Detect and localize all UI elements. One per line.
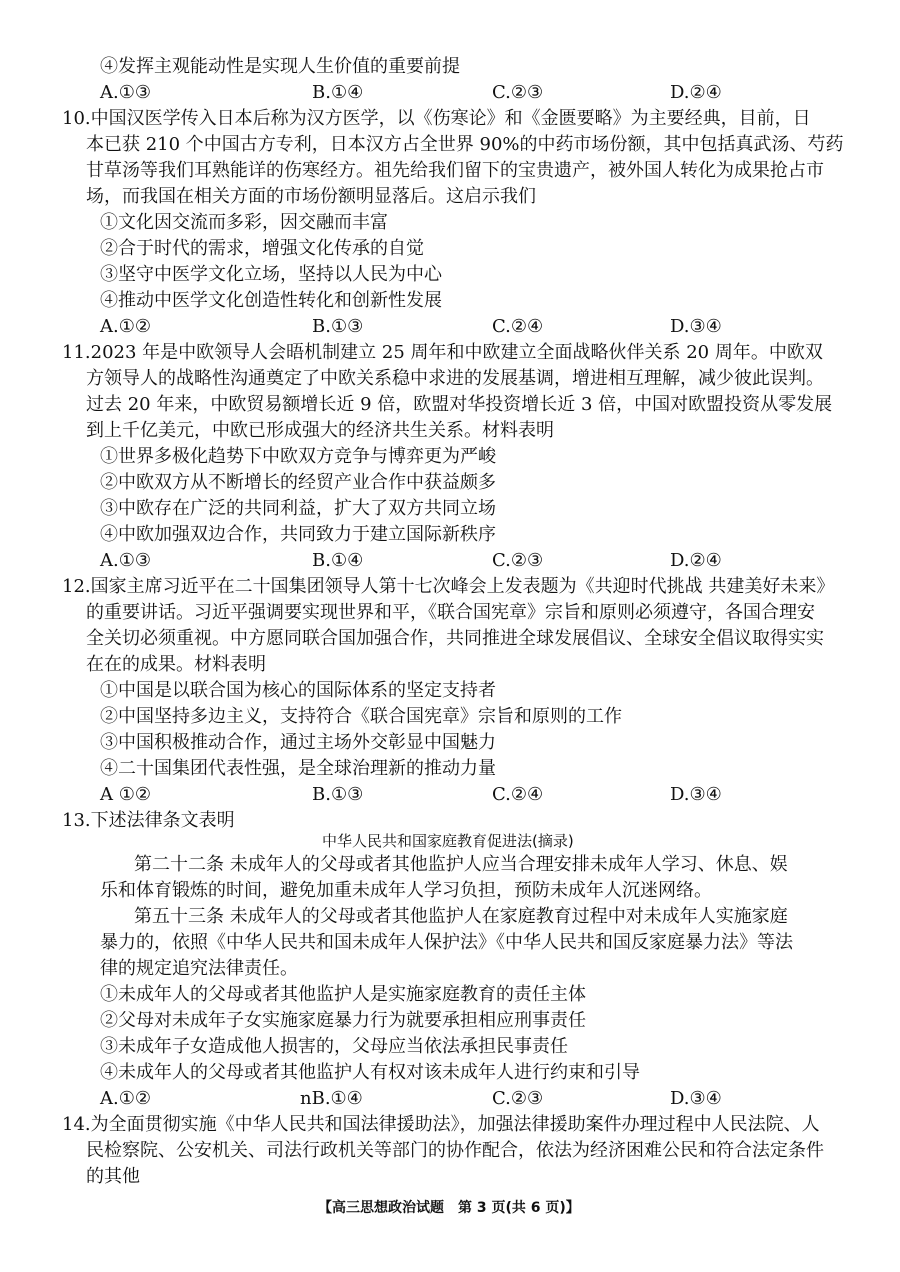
question-stem-line: 的重要讲话。习近平强调要实现世界和平，《联合国宪章》宗旨和原则必须遵守，各国合理安: [86, 602, 815, 623]
question-stem-line: 甘草汤等我们耳熟能详的伤寒经方。祖先给我们留下的宝贵遗产，被外国人转化为成果抢占市: [86, 160, 824, 181]
option-a: A.①②: [100, 1088, 151, 1109]
question-stem-line: 到上千亿美元，中欧已形成强大的经济共生关系。材料表明: [86, 420, 554, 441]
statement-item: ①未成年人的父母或者其他监护人是实施家庭教育的责任主体: [100, 984, 586, 1005]
statement-item: ②合于时代的需求，增强文化传承的自觉: [100, 238, 424, 259]
option-a: A.①③: [100, 550, 151, 571]
statement-item: ②中国坚持多边主义，支持符合《联合国宪章》宗旨和原则的工作: [100, 706, 622, 727]
option-c: C.②④: [492, 316, 544, 337]
law-text-line: 乐和体育锻炼的时间，避免加重未成年人学习负担，预防未成年人沉迷网络。: [100, 880, 712, 901]
question-stem-line: 方领导人的战略性沟通奠定了中欧关系稳中求进的发展基调，增进相互理解，减少彼此误判。: [86, 368, 824, 389]
question-stem-line: 本已获 210 个中国古方专利，日本汉方占全世界 90%的中药市场份额，其中包括真武汤、芍药: [86, 134, 844, 155]
law-text-line: 第五十三条 未成年人的父母或者其他监护人在家庭教育过程中对未成年人实施家庭: [134, 906, 788, 927]
question-stem-line: 在在的成果。材料表明: [86, 654, 266, 675]
option-b: B.①③: [312, 784, 364, 805]
option-d: D.②④: [670, 82, 722, 103]
option-b: B.①④: [312, 550, 364, 571]
option-c: C.②③: [492, 1088, 544, 1109]
statement-item: ①世界多极化趋势下中欧双方竞争与博弈更为严峻: [100, 446, 496, 467]
option-d: D.②④: [670, 550, 722, 571]
statement-item: ④推动中医学文化创造性转化和创新性发展: [100, 290, 442, 311]
question-stem-line: 民检察院、公安机关、司法行政机关等部门的协作配合，依法为经济困难公民和符合法定条件: [86, 1140, 824, 1161]
question-stem-line: 12.国家主席习近平在二十国集团领导人第十七次峰会上发表题为《共迎时代挑战 共建美好未来》: [62, 576, 835, 597]
law-text-line: 暴力的，依照《中华人民共和国未成年人保护法》《中华人民共和国反家庭暴力法》等法: [100, 932, 793, 953]
option-a: A.①②: [100, 316, 151, 337]
question-stem-line: 10.中国汉医学传入日本后称为汉方医学，以《伤寒论》和《金匮要略》为主要经典，目前，日: [62, 108, 811, 129]
option-b: B.①④: [312, 82, 364, 103]
question-stem-line: 13.下述法律条文表明: [62, 810, 235, 831]
option-d: D.③④: [670, 784, 722, 805]
option-c: C.②③: [492, 82, 544, 103]
statement-item: ①中国是以联合国为核心的国际体系的坚定支持者: [100, 680, 496, 701]
statement-item: ①文化因交流而多彩，因交融而丰富: [100, 212, 388, 233]
statement-item: ④未成年人的父母或者其他监护人有权对该未成年人进行约束和引导: [100, 1062, 640, 1083]
question-stem-line: 的其他: [86, 1166, 140, 1187]
statement-item: ④中欧加强双边合作，共同致力于建立国际新秩序: [100, 524, 496, 545]
statement-item: ③中国积极推动合作，通过主场外交彰显中国魅力: [100, 732, 496, 753]
statement-item: ②中欧双方从不断增长的经贸产业合作中获益颇多: [100, 472, 496, 493]
law-text-line: 第二十二条 未成年人的父母或者其他监护人应当合理安排未成年人学习、休息、娱: [134, 854, 788, 875]
statement-item: ④二十国集团代表性强，是全球治理新的推动力量: [100, 758, 496, 779]
statement-item: ②父母对未成年子女实施家庭暴力行为就要承担相应刑事责任: [100, 1010, 586, 1031]
option-d: D.③④: [670, 1088, 722, 1109]
option-a: A ①②: [100, 784, 151, 805]
question-stem-line: 场，而我国在相关方面的市场份额明显落后。这启示我们: [86, 186, 536, 207]
option-c: C.②④: [492, 784, 544, 805]
statement-item: ③未成年子女造成他人损害的，父母应当依法承担民事责任: [100, 1036, 568, 1057]
option-b: B.①③: [312, 316, 364, 337]
question-stem-line: 过去 20 年来，中欧贸易额增长近 9 倍，欧盟对华投资增长近 3 倍，中国对欧盟投资从零发展: [86, 394, 833, 415]
statement-item: ③中欧存在广泛的共同利益，扩大了双方共同立场: [100, 498, 496, 519]
question-stem-line: 11.2023 年是中欧领导人会晤机制建立 25 周年和中欧建立全面战略伙伴关系 20 周年。中欧双: [62, 342, 823, 363]
option-c: C.②③: [492, 550, 544, 571]
question-stem-line: 全关切必须重视。中方愿同联合国加强合作，共同推进全球发展倡议、全球安全倡议取得实实: [86, 628, 824, 649]
statement-item: ③坚守中医学文化立场，坚持以人民为中心: [100, 264, 442, 285]
prev-item-4: ④发挥主观能动性是实现人生价值的重要前提: [100, 56, 460, 77]
page-footer: 【高三思想政治试题 第 3 页(共 6 页)】: [318, 1200, 580, 1216]
option-b: nB.①④: [300, 1088, 363, 1109]
option-d: D.③④: [670, 316, 722, 337]
question-stem-line: 14.为全面贯彻实施《中华人民共和国法律援助法》，加强法律援助案件办理过程中人民法院、人: [62, 1114, 820, 1135]
law-text-line: 律的规定追究法律责任。: [100, 958, 298, 979]
law-excerpt-title: 中华人民共和国家庭教育促进法(摘录): [322, 832, 574, 850]
option-a: A.①③: [100, 82, 151, 103]
